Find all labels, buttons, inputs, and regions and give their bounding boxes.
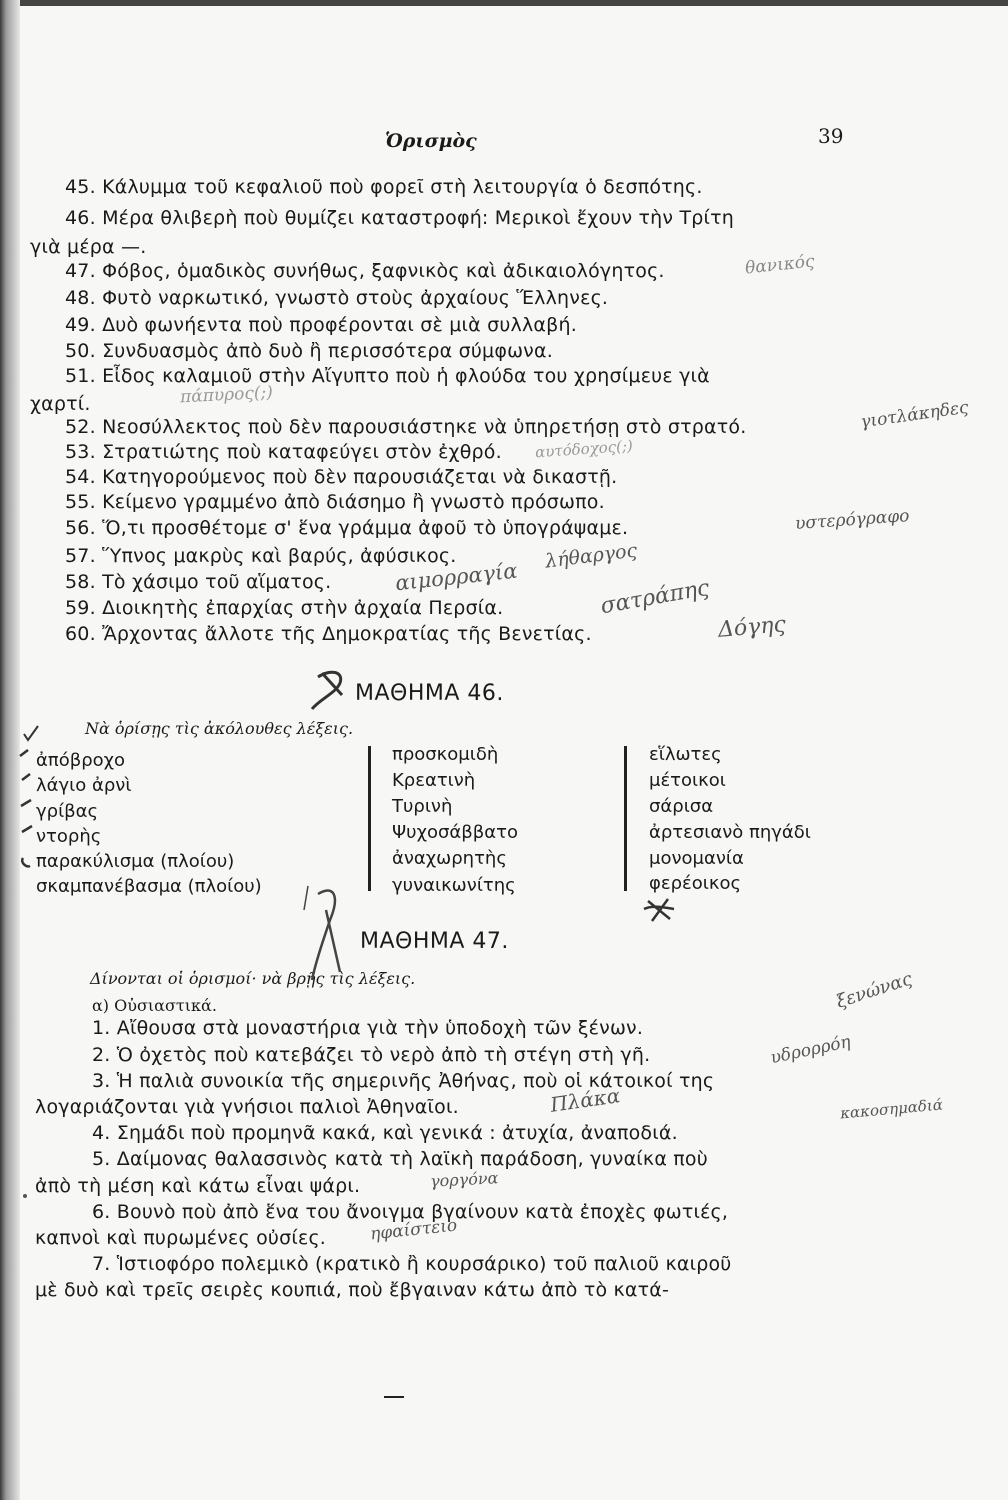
list-item: 58. Τὸ χάσιμο τοῦ αἵματος. — [65, 571, 332, 593]
margin-dot-icon — [20, 1180, 30, 1220]
handwritten-note: σατράπης — [598, 575, 712, 620]
running-title: Ὁρισμὸς — [385, 130, 477, 152]
list-item: παρακύλισμα (πλοίου) — [36, 851, 235, 872]
list-item: ντορὴς — [36, 826, 102, 847]
list-item: σάρισα — [649, 796, 714, 817]
list-item: 56. Ὅ,τι προσθέτομε σ' ἕνα γράμμα ἀφοῦ τὸ ὑπογράψαμε. — [65, 517, 629, 539]
list-item: γιὰ μέρα —. — [30, 236, 147, 258]
pencil-mark-icon — [300, 665, 360, 715]
lesson-47-title: ΜΑΘΗΜΑ 47. — [360, 929, 509, 954]
column-divider — [624, 746, 627, 891]
list-item: 55. Κείμενο γραμμένο ἀπὸ διάσημο ἢ γνωστὸ πρόσωπο. — [65, 491, 605, 513]
column-divider — [368, 746, 371, 891]
printer-mark-icon — [380, 1392, 410, 1402]
list-item: 53. Στρατιώτης ποὺ καταφεύγει στὸν ἐχθρό. — [65, 441, 502, 463]
lesson-47-subheading: α) Οὐσιαστικά. — [92, 996, 217, 1015]
list-item: 4. Σημάδι ποὺ προμηνᾶ κακά, καὶ γενικά : ἀτυχία, ἀναποδιά. — [92, 1122, 678, 1144]
check-marks-icon — [18, 722, 44, 892]
list-item: Τυρινὴ — [392, 796, 453, 817]
list-item: 2. Ὁ ὀχετὸς ποὺ κατεβάζει τὸ νερὸ ἀπὸ τὴ στέγη στὴ γῆ. — [92, 1044, 651, 1066]
handwritten-note: γοργόνα — [429, 1168, 499, 1191]
list-item: μέτοικοι — [649, 770, 726, 791]
list-item: 48. Φυτὸ ναρκωτικό, γνωστὸ στοὺς ἀρχαίους Ἕλληνες. — [65, 287, 609, 309]
list-item: 51. Εἶδος καλαμιοῦ στὴν Αἴγυπτο ποὺ ἡ φλούδα του χρησίμευε γιὰ — [65, 365, 710, 387]
lesson-47-instruction: Δίνονται οἱ ὁρισμοί· νὰ βρῇς τὶς λέξεις. — [90, 969, 416, 988]
list-item: 54. Κατηγορούμενος ποὺ δὲν παρουσιάζεται νὰ δικαστῇ. — [65, 466, 618, 488]
list-item: 45. Κάλυμμα τοῦ κεφαλιοῦ ποὺ φορεῖ στὴ λειτουργία ὁ δεσπότης. — [65, 176, 703, 198]
list-item: γρίβας — [36, 801, 99, 822]
list-item: λάγιο ἀρνὶ — [36, 775, 132, 796]
handwritten-note: κακοσημαδιά — [839, 1095, 944, 1123]
cross-mark-icon — [640, 895, 680, 925]
list-item: φερέοικος — [649, 873, 742, 894]
list-item: 3. Ἡ παλιὰ συνοικία τῆς σημερινῆς Ἀθήνας, ποὺ οἱ κάτοικοί της — [92, 1070, 715, 1092]
list-item: Κρεατινὴ — [392, 770, 476, 791]
handwritten-note: αιμορραγία — [394, 558, 519, 596]
page-binding-shadow — [0, 0, 20, 1500]
list-item: 49. Δυὸ φωνήεντα ποὺ προφέρονται σὲ μιὰ συλλαβή. — [65, 314, 577, 336]
list-item: λογαριάζονται γιὰ γνήσιοι παλιοὶ Ἀθηναῖοι. — [35, 1096, 459, 1118]
list-item: 60. Ἄρχοντας ἄλλοτε τῆς Δημοκρατίας τῆς Βενετίας. — [65, 623, 592, 645]
lesson-46-instruction: Νὰ ὁρίσῃς τὶς ἀκόλουθες λέξεις. — [85, 719, 354, 738]
handwritten-note: λήθαργος — [544, 539, 639, 573]
handwritten-note: αυτόδοχος(;) — [534, 436, 634, 462]
handwritten-note: ξενώνας — [833, 968, 915, 1013]
handwritten-note: υστερόγραφο — [794, 506, 911, 534]
list-item: εἵλωτες — [649, 744, 722, 765]
handwritten-note: γιοτλάκηδες — [859, 397, 970, 433]
list-item: 1. Αἴθουσα στὰ μοναστήρια γιὰ τὴν ὑποδοχὴ τῶν ξένων. — [92, 1017, 644, 1039]
list-item: 5. Δαίμονας θαλασσινὸς κατὰ τὴ λαϊκὴ παράδοση, γυναίκα ποὺ — [92, 1148, 708, 1170]
page-top-edge — [0, 0, 1008, 6]
list-item: ἀπὸ τὴ μέση καὶ κάτω εἶναι ψάρι. — [35, 1175, 361, 1197]
list-item: 57. Ὕπνος μακρὺς καὶ βαρύς, ἀφύσικος. — [65, 545, 457, 567]
list-item: 7. Ἱστιοφόρο πολεμικὸ (κρατικὸ ἢ κουρσάρικο) τοῦ παλιοῦ καιροῦ — [92, 1253, 732, 1275]
list-item: 6. Βουνὸ ποὺ ἀπὸ ἕνα του ἄνοιγμα βγαίνουν κατὰ ἐποχὲς φωτιές, — [92, 1201, 729, 1223]
handwritten-note: ηφαίστειο — [369, 1215, 459, 1245]
handwritten-note: πάπυρος(;) — [179, 382, 274, 408]
list-item: χαρτί. — [30, 393, 91, 415]
handwritten-note: Δόγης — [717, 612, 787, 643]
list-item: μὲ δυὸ καὶ τρεῖς σειρὲς κουπιά, ποὺ ἔβγαιναν κάτω ἀπὸ τὸ κατά- — [35, 1279, 670, 1301]
list-item: μονομανία — [649, 848, 744, 869]
list-item: 50. Συνδυασμὸς ἀπὸ δυὸ ἢ περισσότερα σύμφωνα. — [65, 340, 553, 362]
list-item: σκαμπανέβασμα (πλοίου) — [36, 876, 262, 897]
list-item: 46. Μέρα θλιβερὴ ποὺ θυμίζει καταστροφή: Μερικοὶ ἔχουν τὴν Τρίτη — [65, 207, 735, 229]
pencil-mark-icon — [300, 880, 360, 990]
list-item: 59. Διοικητὴς ἐπαρχίας στὴν ἀρχαία Περσία. — [65, 597, 504, 619]
list-item: ἀναχωρητὴς — [392, 848, 507, 869]
list-item: ἀρτεσιανὸ πηγάδι — [649, 822, 811, 843]
list-item: καπνοὶ καὶ πυρωμένες οὐσίες. — [35, 1227, 327, 1249]
lesson-46-title: ΜΑΘΗΜΑ 46. — [355, 681, 504, 706]
handwritten-note: θανικός — [744, 251, 816, 279]
list-item: ἀπόβροχο — [36, 750, 126, 771]
list-item: Ψυχοσάββατο — [392, 822, 518, 843]
list-item: 47. Φόβος, ὁμαδικὸς συνήθως, ξαφνικὸς καὶ ἀδικαιολόγητος. — [65, 260, 665, 282]
list-item: 52. Νεοσύλλεκτος ποὺ δὲν παρουσιάστηκε νὰ ὑπηρετήσῃ στὸ στρατό. — [65, 416, 747, 438]
list-item: προσκομιδὴ — [392, 744, 499, 765]
handwritten-note: υδρορρόη — [768, 1031, 853, 1069]
page-number: 39 — [818, 124, 844, 148]
list-item: γυναικωνίτης — [392, 875, 516, 896]
handwritten-note: Πλάκα — [548, 1083, 622, 1117]
